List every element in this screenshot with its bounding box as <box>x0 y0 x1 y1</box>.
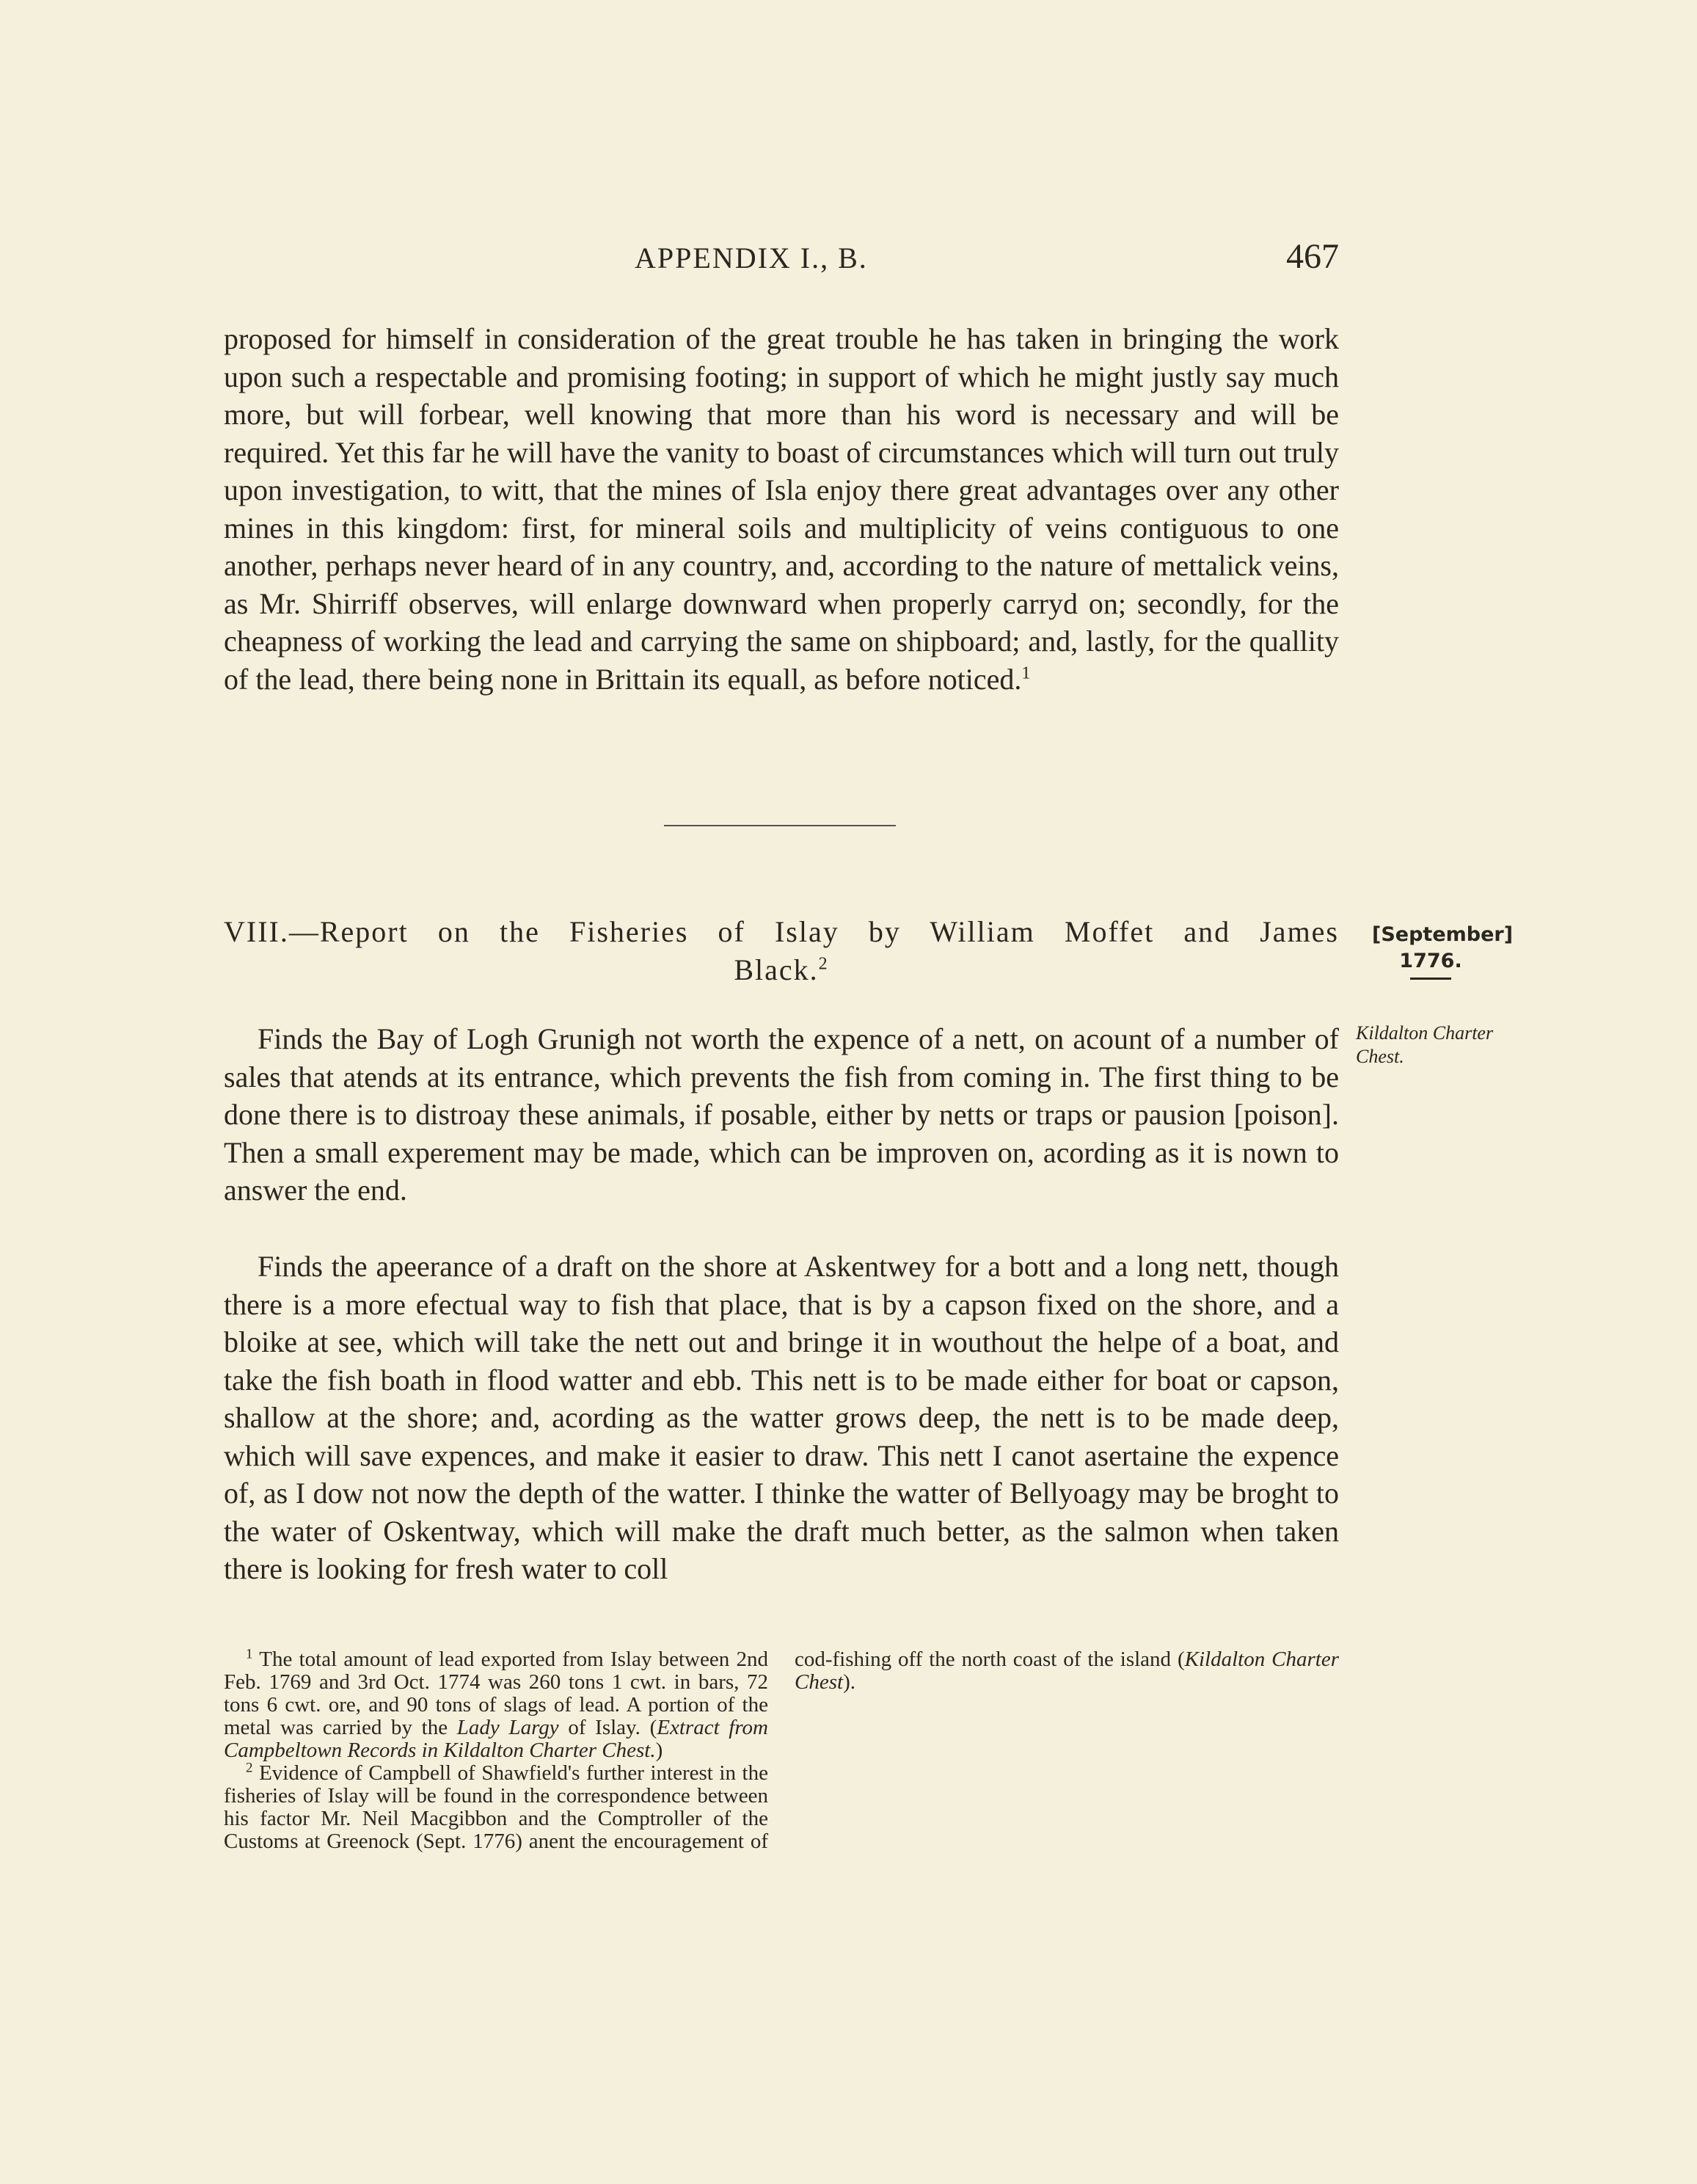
footnote-2-source: Kildalton Charter Chest <box>795 1648 1339 1694</box>
date-label: [September] <box>1372 923 1514 946</box>
paragraph-3: Finds the apeerance of a draft on the shore at Askentwey for a bott and a long nett, though there is a more efectual way to fish that place, that is by a capson fixed on the shore, and a bloike at see, which will take the nett out and bringe it in wouthout the helpe of a boat, and take the fish boath in flood watter and ebb. This nett is to be made either for boat or capson, shallow at the shore; and, acording as the watter grows deep, the nett is to be made deep, which will save expences, and make it easier to draw. This nett I canot asertaine the expence of, as I dow not now the depth of the watter. I thinke the watter of Bellyoagy may be broght to the water of Oskentway, which will make the draft much better, as the salmon when taken there is looking for fresh water to coll <box>224 1250 1339 1585</box>
footnote-2-text: Evidence of Campbell of Shawfield's further interest in the fisheries of Islay will be found in the correspondence between his factor Mr. Neil Macgibbon and the Comptroller of the Customs at Greenock (Sept. 1776) anent the encouragement of cod-fishing off the north coast of the island ( <box>224 1648 1185 1853</box>
date-underline <box>1410 978 1451 980</box>
section-heading-line1: VIII.—Report on the Fisheries of Islay by William Moffet and James <box>224 915 1339 948</box>
section-divider <box>664 825 896 826</box>
date-year: 1776. <box>1399 950 1462 972</box>
paragraph-2: Finds the Bay of Logh Grunigh not worth the expence of a nett, on acount of a number of sales that atends at its entrance, which prevents the fish from coming in. The first thing to be done there is to distroay these animals, if posable, either by netts or traps or pausion [poison]. Then a small experement may be made, which can be improven on, acording as it is nown to answer the end. <box>224 1022 1339 1206</box>
footnote-column-left <box>224 1648 1339 1890</box>
footnotes <box>224 1648 1339 1890</box>
footnote-1-number: 1 <box>246 1646 253 1662</box>
margin-date-note <box>1372 922 1514 980</box>
section-heading-line2-wrap <box>224 951 1339 989</box>
section-heading-line2: Black. <box>734 953 819 986</box>
footnote-2-number: 2 <box>246 1760 253 1776</box>
page-number: 467 <box>1286 237 1339 276</box>
footnote-1-source: Extract from Campbeltown Records in Kildalton Charter Chest. <box>224 1716 769 1762</box>
paragraph-continuation <box>224 320 1339 698</box>
footnote-2-end: ). <box>843 1670 855 1694</box>
footnote-1-text: The total amount of lead exported from Islay between 2nd Feb. 1769 and 3rd Oct. 1774 was 260 tons 1 cwt. in bars, 72 tons 6 cwt. ore, and 90 tons of slags of lead. A portion of the metal was carried by the <box>224 1648 769 1739</box>
section-heading <box>224 913 1339 989</box>
footnote-ref-2: 2 <box>818 954 829 974</box>
running-title: APPENDIX I., B. <box>635 241 868 274</box>
footnote-1-end: ) <box>655 1739 663 1762</box>
footnote-1-ship: Lady Largy <box>456 1716 559 1739</box>
paragraph-1-text: proposed for himself in consideration of the great trouble he has taken in bringing the work upon such a respectable and promising footing; in support of which he might justly say much more, but will forbear, well knowing that more than his word is necessary and will be required. Yet this far he will have the vanity to boast of circumstances which will turn out truly upon investigation, to witt, that the mines of Isla enjoy there great advantages over any other mines in this kingdom: first, for mineral soils and multiplicity of veins contiguous to one another, perhaps never heard of in any country, and, according to the nature of mettalick veins, as Mr. Shirriff observes, will enlarge downward when properly carryd on; secondly, for the cheapness of working the lead and carrying the same on shipboard; and, lastly, for the quallity of the lead, there being none in Brittain its equall, as before noticed. <box>224 322 1339 696</box>
footnote-1 <box>224 1648 768 1762</box>
footnote-1-mid: of Islay. ( <box>568 1716 657 1739</box>
margin-source-note <box>1356 1022 1576 1069</box>
running-head <box>224 237 1339 285</box>
footnote-ref-1: 1 <box>1021 663 1031 683</box>
source-line2: Chest. <box>1356 1046 1404 1067</box>
source-line1: Kildalton Charter <box>1356 1022 1494 1044</box>
